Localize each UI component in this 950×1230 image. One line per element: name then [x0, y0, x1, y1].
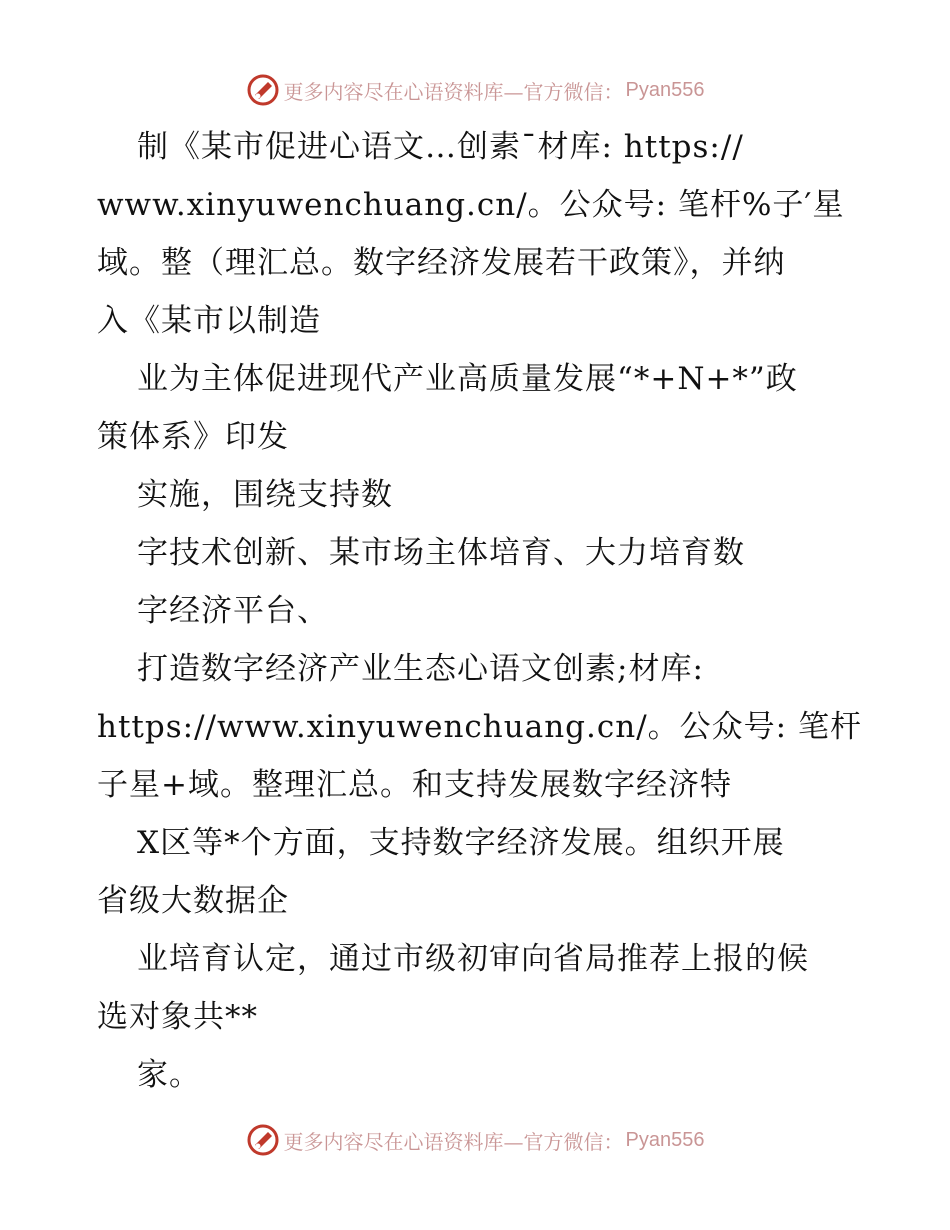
header-watermark-banner — [0, 70, 950, 110]
text-line: https://www.xinyuwenchuang.cn/。公众号: 笔杆 — [97, 709, 862, 745]
header-banner-wechat-id: Pyan556 — [625, 78, 705, 101]
text-line: www.xinyuwenchuang.cn/。公众号: 笔杆%子′星 — [97, 187, 845, 223]
text-line: 策体系》印发 — [97, 419, 289, 455]
footer-banner-wechat-id: Pyan556 — [625, 1128, 705, 1151]
text-line: 家。 — [137, 1057, 201, 1093]
text-line: 业为主体促进现代产业高质量发展“*+N+*”政 — [137, 361, 798, 397]
text-line: 省级大数据企 — [97, 883, 289, 919]
footer-watermark-banner — [0, 1120, 950, 1160]
text-line: 入《某市以制造 — [97, 303, 321, 339]
text-line: 实施，围绕支持数 — [137, 477, 393, 513]
text-line: 字技术创新、某市场主体培育、大力培育数 — [137, 535, 745, 571]
pen-logo-icon — [246, 73, 280, 107]
text-line: X区等*个方面，支持数字经济发展。组织开展 — [137, 825, 785, 861]
pen-logo-icon — [246, 1123, 280, 1157]
text-line: 字经济平台、 — [137, 593, 329, 629]
footer-banner-text: 更多内容尽在心语资料库—官方微信： — [283, 1129, 624, 1154]
text-line: 选对象共** — [97, 999, 258, 1035]
text-line: 子星+域。整理汇总。和支持发展数字经济特 — [97, 767, 732, 803]
header-banner-text: 更多内容尽在心语资料库—官方微信： — [283, 79, 624, 104]
document-body — [97, 118, 862, 1104]
text-line: 域。整（理汇总。数字经济发展若干政策》，并纳 — [97, 245, 786, 281]
text-line: 打造数字经济产业生态心语文创素;材库: — [137, 651, 704, 687]
text-line: 业培育认定，通过市级初审向省局推荐上报的候 — [137, 941, 809, 977]
text-line: 制《某市促进心语文…创素¯材库: https:// — [137, 129, 744, 165]
